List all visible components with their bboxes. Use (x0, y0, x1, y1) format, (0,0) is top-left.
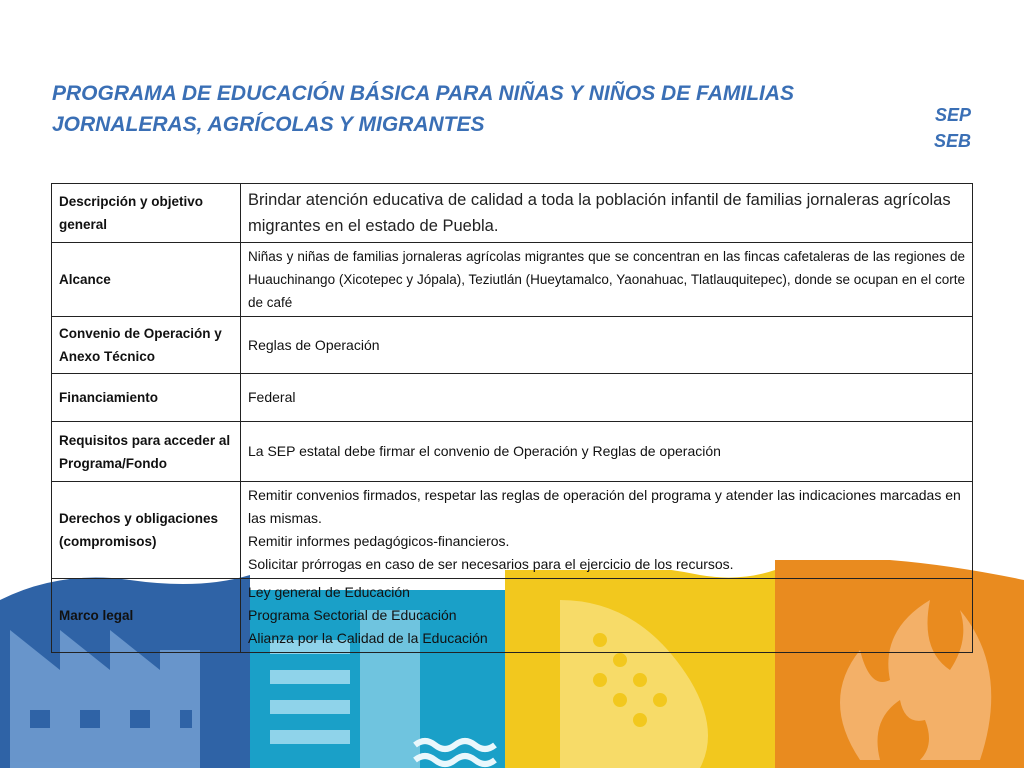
row-label: Derechos y obligaciones (compromisos) (52, 482, 241, 579)
row-label: Requisitos para acceder al Programa/Fondo (52, 422, 241, 482)
value-line: Alianza por la Calidad de la Educación (248, 630, 488, 646)
value-line: Remitir informes pedagógicos-financieros. (248, 533, 510, 549)
value-line: Solicitar prórrogas en caso de ser necesarios para el ejercicio de los recursos. (248, 556, 734, 572)
program-info-table (51, 183, 973, 653)
row-value (241, 482, 973, 579)
value-line: Remitir convenios firmados, respetar las reglas de operación del programa y atender las indicaciones marcadas en las mismas. (248, 487, 961, 526)
row-value: Brindar atención educativa de calidad a toda la población infantil de familias jornaleras agrícolas migrantes en el estado de Puebla. (241, 184, 973, 243)
table-row (52, 184, 973, 243)
row-value (241, 579, 973, 653)
org-seb: SEB (933, 131, 971, 151)
row-value: La SEP estatal debe firmar el convenio de Operación y Reglas de operación (241, 422, 973, 482)
row-label: Convenio de Operación y Anexo Técnico (52, 317, 241, 374)
row-label: Marco legal (52, 579, 241, 653)
row-value: Niñas y niñas de familias jornaleras agrícolas migrantes que se concentran en las fincas cafetaleras de las regiones de Huauchinango (Xicotepec y Jópala), Teziutlán (Hueytamalco, Yaonahuac, Tlatlauquitepec), donde se ocupan en el corte de café (241, 243, 973, 317)
value-line: Programa Sectorial de Educación (248, 607, 457, 623)
table-row (52, 317, 973, 374)
organization-label (934, 102, 971, 154)
row-value: Federal (241, 374, 973, 422)
page-title (52, 78, 852, 140)
row-label: Alcance (52, 243, 241, 317)
value-line: Ley general de Educación (248, 584, 410, 600)
table-row (52, 482, 973, 579)
row-value: Reglas de Operación (241, 317, 973, 374)
row-label: Financiamiento (52, 374, 241, 422)
title-line-2: JORNALERAS, AGRÍCOLAS Y MIGRANTES (52, 113, 485, 136)
row-label: Descripción y objetivo general (52, 184, 241, 243)
org-sep: SEP (934, 105, 971, 125)
table-row (52, 243, 973, 317)
title-line-1: PROGRAMA DE EDUCACIÓN BÁSICA PARA NIÑAS Y NIÑOS DE FAMILIAS (52, 82, 795, 105)
table-row (52, 422, 973, 482)
table-row (52, 579, 973, 653)
table-row (52, 374, 973, 422)
